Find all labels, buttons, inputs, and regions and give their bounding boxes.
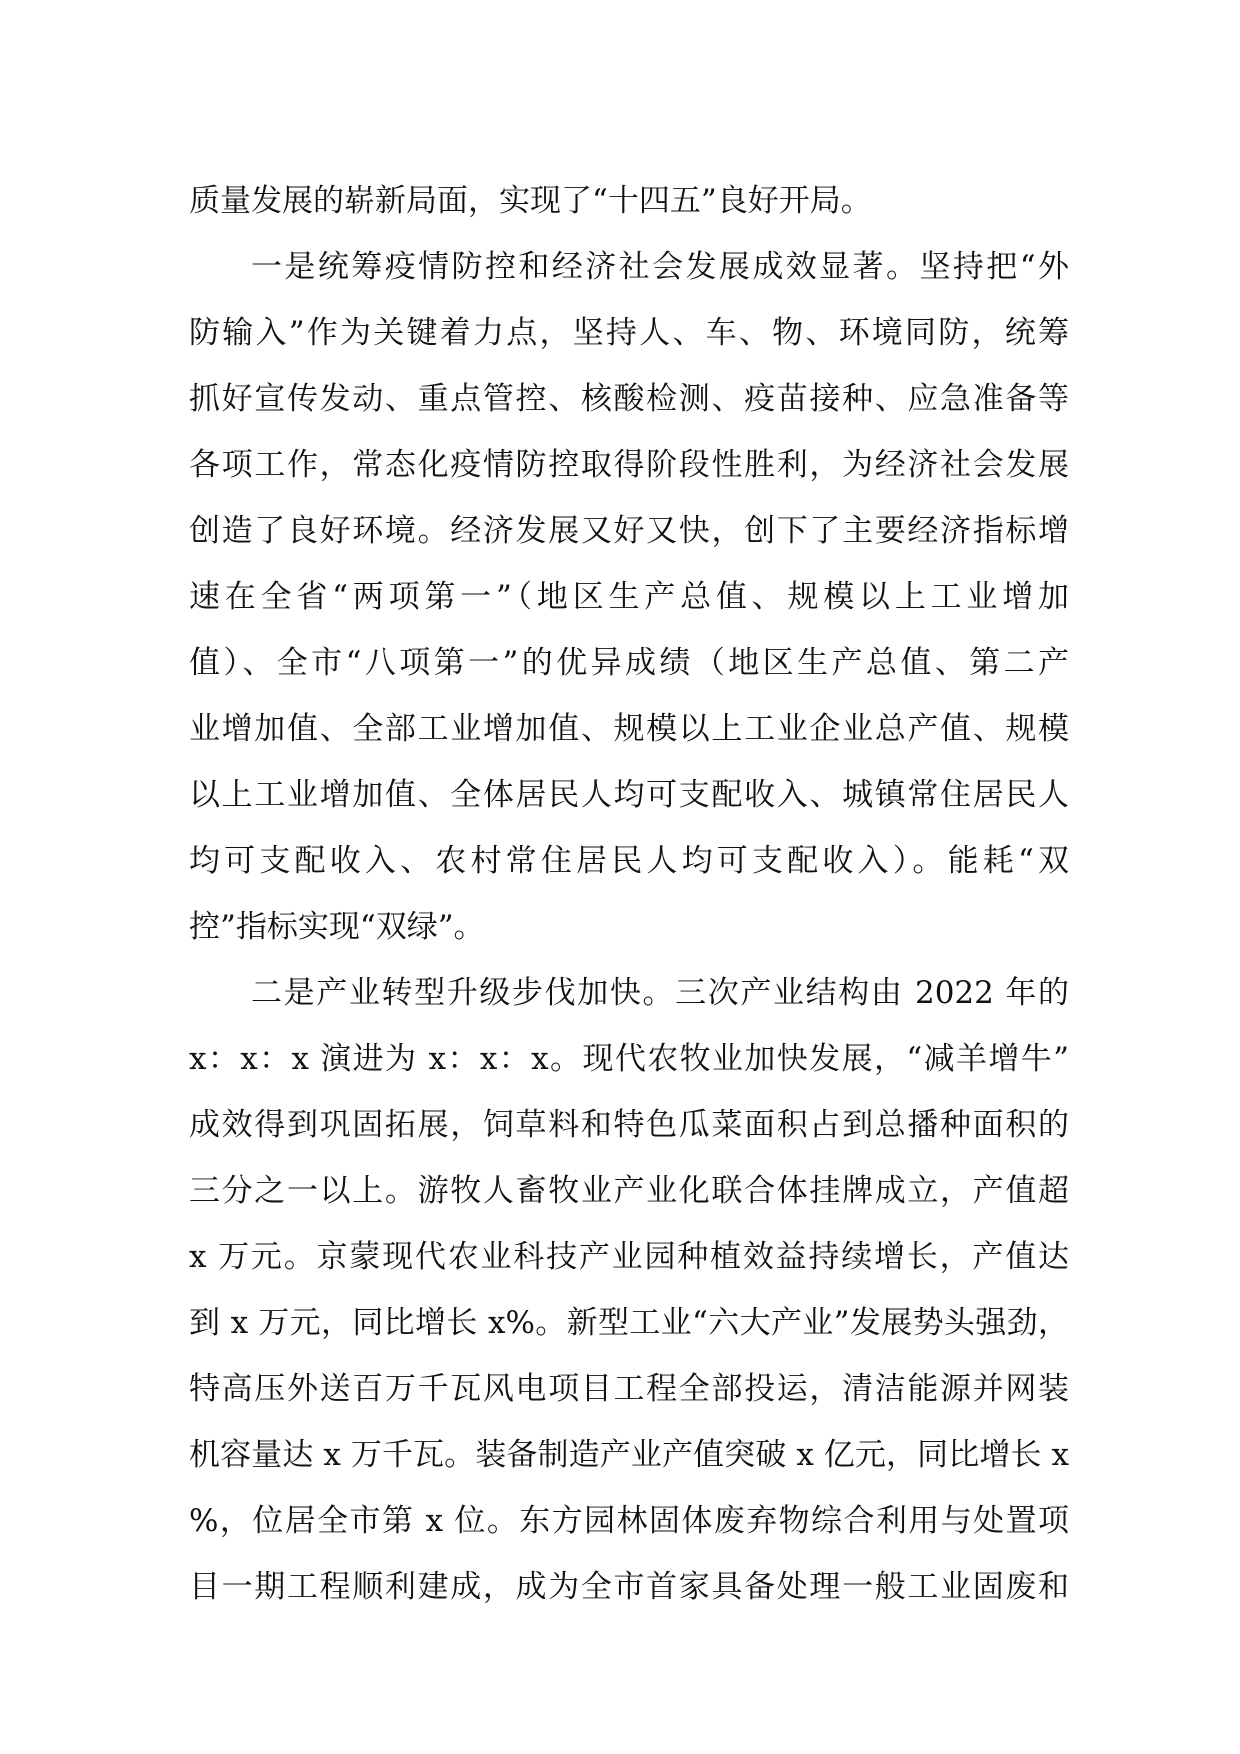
text-line: x：x：x 演进为 x：x：x。现代农牧业加快发展，“减羊增牛”: [189, 1041, 1069, 1077]
text-line: 特高压外送百万千瓦风电项目工程全部投运，清洁能源并网装: [189, 1371, 1069, 1407]
text-line: 业增加值、全部工业增加值、规模以上工业企业总产值、规模: [189, 711, 1069, 747]
text-line: 以上工业增加值、全体居民人均可支配收入、城镇常住居民人: [189, 777, 1069, 813]
text-line: 速在全省“两项第一”（地区生产总值、规模以上工业增加: [189, 579, 1069, 615]
text-line: 值）、全市“八项第一”的优异成绩（地区生产总值、第二产: [189, 645, 1069, 681]
text-line: %，位居全市第 x 位。东方园林固体废弃物综合利用与处置项: [189, 1503, 1069, 1539]
paragraph-1-start-line: 一是统筹疫情防控和经济社会发展成效显著。坚持把“外: [251, 249, 1069, 285]
document-body: [189, 168, 1069, 1620]
text-line: 均可支配收入、农村常住居民人均可支配收入）。能耗“双: [189, 843, 1069, 879]
text-line: 创造了良好环境。经济发展又好又快，创下了主要经济指标增: [189, 513, 1069, 549]
text-line: 到 x 万元，同比增长 x%。新型工业“六大产业”发展势头强劲，: [189, 1305, 1069, 1341]
text-line: 各项工作，常态化疫情防控取得阶段性胜利，为经济社会发展: [189, 447, 1069, 483]
text-line: 防输入”作为关键着力点，坚持人、车、物、环境同防，统筹: [189, 315, 1069, 351]
text-line: x 万元。京蒙现代农业科技产业园种植效益持续增长，产值达: [189, 1239, 1069, 1275]
text-line: 三分之一以上。游牧人畜牧业产业化联合体挂牌成立，产值超: [189, 1173, 1069, 1209]
text-line: 成效得到巩固拓展，饲草料和特色瓜菜面积占到总播种面积的: [189, 1107, 1069, 1143]
text-line: 质量发展的崭新局面，实现了“十四五”良好开局。: [189, 183, 872, 219]
text-line: 机容量达 x 万千瓦。装备制造产业产值突破 x 亿元，同比增长 x: [189, 1437, 1069, 1473]
text-line: 目一期工程顺利建成，成为全市首家具备处理一般工业固废和: [189, 1569, 1069, 1605]
text-line: 控”指标实现“双绿”。: [189, 909, 485, 945]
text-line: 抓好宣传发动、重点管控、核酸检测、疫苗接种、应急准备等: [189, 381, 1069, 417]
paragraph-2-start-line: 二是产业转型升级步伐加快。三次产业结构由 2022 年的: [251, 975, 1069, 1011]
